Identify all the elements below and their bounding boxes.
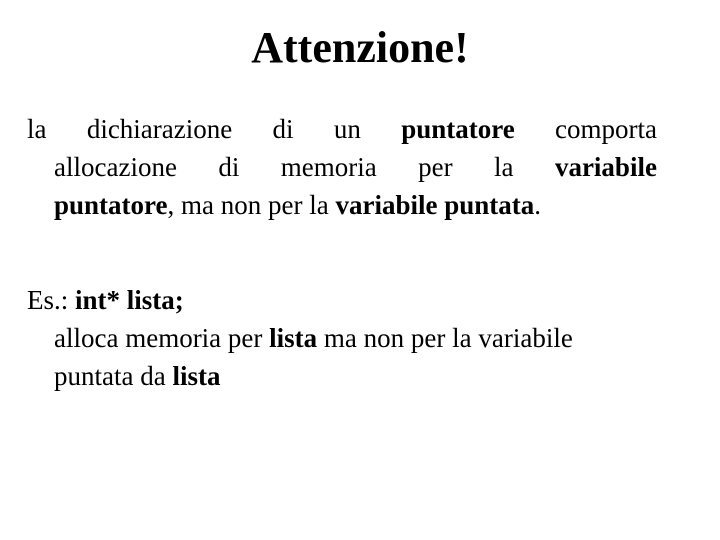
bold-phrase-variabile-puntata: variabile puntata	[335, 190, 535, 220]
word: la	[27, 114, 47, 144]
bold-word-variabile: variabile	[554, 152, 657, 182]
word: la	[494, 152, 514, 182]
paragraph-line-3	[27, 186, 657, 224]
example-paragraph	[27, 281, 707, 395]
word: dichiarazione	[86, 114, 233, 144]
text-segment: puntata da	[54, 361, 173, 391]
bold-word-lista: lista	[172, 361, 221, 391]
period: .	[534, 190, 541, 220]
slide-title: Attenzione!	[251, 23, 469, 72]
text-segment: ma non per la variabile	[317, 323, 573, 353]
bold-word-lista: lista	[269, 323, 318, 353]
example-line-1	[27, 281, 707, 319]
word: per	[418, 152, 453, 182]
example-prefix: Es.:	[27, 285, 76, 315]
word: di	[218, 152, 240, 182]
word: allocazione	[54, 152, 177, 182]
paragraph-line-1	[27, 110, 657, 148]
example-line-3	[27, 357, 707, 395]
code-declaration: int* lista;	[75, 285, 184, 315]
word: memoria	[280, 152, 377, 182]
word: un	[333, 114, 361, 144]
pointer-declaration-paragraph	[27, 110, 657, 224]
bold-word-puntatore: puntatore	[54, 190, 168, 220]
word: comporta	[555, 114, 657, 144]
paragraph-line-2	[27, 148, 657, 186]
example-line-2	[27, 319, 707, 357]
text-segment: , ma non per la	[167, 190, 336, 220]
bold-word-puntatore: puntatore	[401, 114, 515, 144]
text-segment: alloca memoria per	[54, 323, 270, 353]
word: di	[272, 114, 294, 144]
